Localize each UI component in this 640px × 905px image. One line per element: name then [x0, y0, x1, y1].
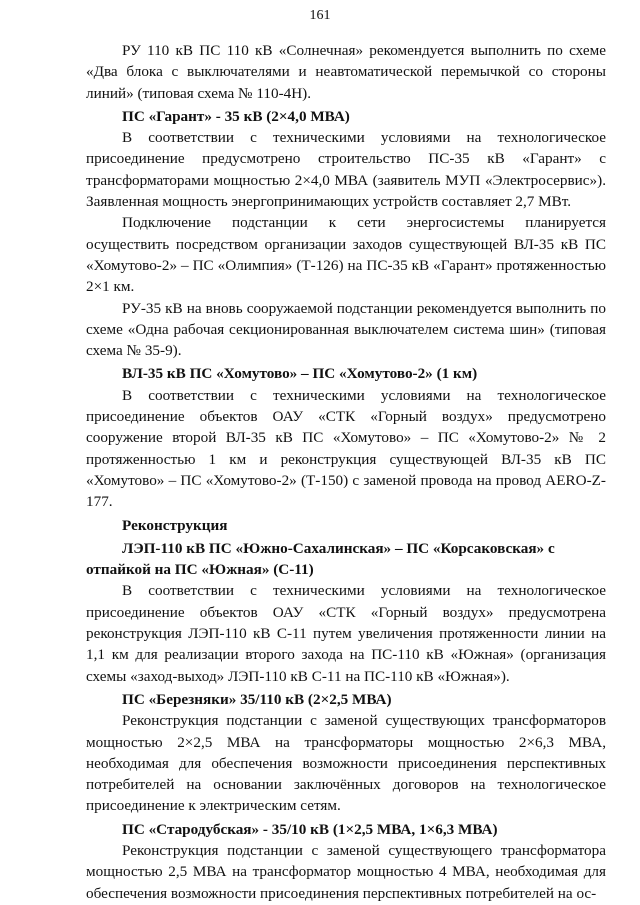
heading-bereznyaki: ПС «Березняки» 35/110 кВ (2×2,5 МВА) [122, 690, 392, 708]
paragraph-starodubskaya: Реконструкция подстанции с заменой существующего трансформатора мощностью 2,5 МВА на трансформатор мощностью 4 МВА, необходимая для обеспечения возможности присоединения перспективных потребителей на ос- [86, 841, 606, 902]
page-content [86, 40, 606, 904]
paragraph-bereznyaki: Реконструкция подстанции с заменой существующих трансформаторов мощностью 2×2,5 МВА на трансформаторы мощностью 2×6,3 МВА, необходимая для обеспечения возможности присоединения перспективных потребителей на основании заключённых договоров на технологическое присоединение к электрическим сетям. [86, 712, 606, 815]
heading-reconstruction: Реконструкция [122, 516, 228, 534]
page-number: 161 [309, 8, 331, 23]
heading-starodubskaya: ПС «Стародубская» - 35/10 кВ (1×2,5 МВА, 1×6,3 МВА) [122, 820, 498, 838]
paragraph-garant-connection: Подключение подстанции к сети энергосистемы планируется осуществить посредством организации заходов существующей ВЛ-35 кВ ПС «Хомутово-2» – ПС «Олимпия» (Т-126) на ПС-35 кВ «Гарант» протяженностью 2×1 км. [86, 214, 606, 296]
heading-vl35-khomutovo: ВЛ-35 кВ ПС «Хомутово» – ПС «Хомутово-2» (1 км) [122, 365, 478, 383]
paragraph-garant-conditions: В соответствии с техническими условиями на технологическое присоединение предусмотрено строительство ПС-35 кВ «Гарант» с трансформаторами мощностью 2×4,0 МВА (заявитель МУП «Электросервис»). Заявленная мощность энергопринимающих устройств составляет 2,7 МВт. [86, 129, 606, 211]
paragraph-garant-ru35: РУ-35 кВ на вновь сооружаемой подстанции рекомендуется выполнить по схеме «Одна рабочая секционированная выключателем система шин» (типовая схема № 35-9). [86, 299, 606, 360]
paragraph-lep110-c11: В соответствии с техническими условиями на технологическое присоединение объектов ОАУ «СТК «Горный воздух» предусмотрена реконструкция ЛЭП-110 кВ С-11 путем увеличения протяженности линии на 1,1 км для реализации второго захода на ПС-110 кВ «Южная» (организация схемы «заход-выход» ЛЭП-110 кВ С-11 на ПС-110 кВ «Южная»). [86, 582, 606, 685]
paragraph-solnechnaya: РУ 110 кВ ПС 110 кВ «Солнечная» рекомендуется выполнить по схеме «Два блока с выключателями и неавтоматической перемычкой со стороны линий» (типовая схема № 110-4Н). [86, 42, 606, 102]
heading-garant: ПС «Гарант» - 35 кВ (2×4,0 МВА) [122, 107, 350, 125]
paragraph-vl35-khomutovo: В соответствии с техническими условиями на технологическое присоединение объектов ОАУ «СТК «Горный воздух» предусмотрено сооружение второй ВЛ-35 кВ ПС «Хомутово» – ПС «Хомутово-2» № 2 протяженностью 1 км и реконструкция существующей ВЛ-35 кВ ПС «Хомутово» – ПС «Хомутово-2» (Т-150) с заменой провода на провод AERO-Z-177. [86, 386, 606, 511]
heading-lep110-c11: ЛЭП-110 кВ ПС «Южно-Сахалинская» – ПС «Корсаковская» с отпайкой на ПС «Южная» (С-11) [86, 539, 555, 579]
